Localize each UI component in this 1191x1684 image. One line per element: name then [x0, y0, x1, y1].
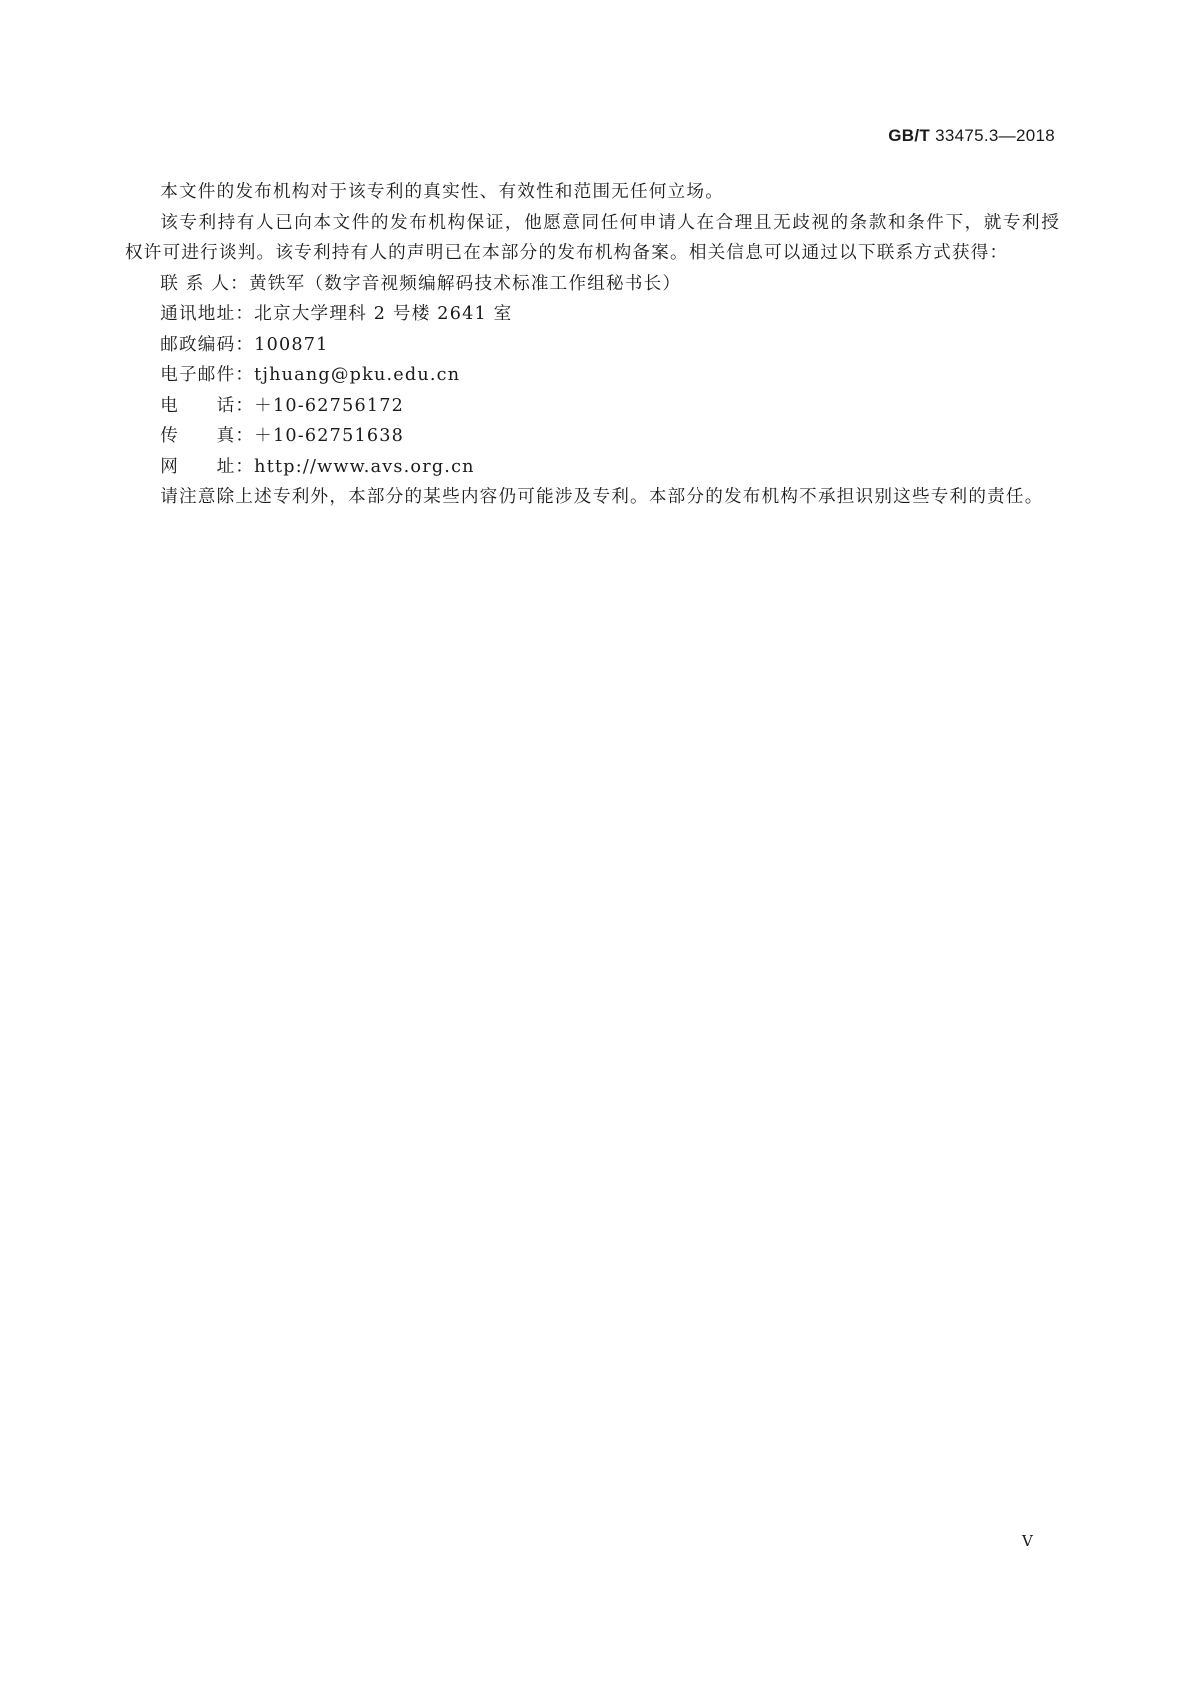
paragraph-other-patents-notice: 请注意除上述专利外，本部分的某些内容仍可能涉及专利。本部分的发布机构不承担识别这些专利的责任。	[160, 487, 1044, 507]
contact-email-label: 电子邮件：	[160, 365, 255, 385]
contact-postcode-label: 邮政编码：	[160, 334, 255, 355]
contact-website-label: 网 址：	[160, 456, 255, 477]
paragraph-no-position: 本文件的发布机构对于该专利的真实性、有效性和范围无任何立场。	[160, 182, 725, 202]
contact-email-value: tjhuang@pku.edu.cn	[254, 365, 461, 385]
contact-person-label: 联 系 人：	[160, 273, 249, 294]
contact-person-value: 黄铁军（数字音视频编解码技术标准工作组秘书长）	[248, 273, 682, 294]
contact-address-value: 北京大学理科 2 号楼 2641 室	[254, 304, 513, 324]
contact-person-line	[125, 269, 1060, 300]
contact-postcode-line	[125, 330, 1060, 361]
contact-fax-value: ＋10-62751638	[254, 426, 405, 446]
contact-phone-value: ＋10-62756172	[254, 395, 405, 416]
paragraph-patent-assurance: 该专利持有人已向本文件的发布机构保证，他愿意同任何申请人在合理且无歧视的条款和条件下，就专利授权许可进行谈判。该专利持有人的声明已在本部分的发布机构备案。相关信息可以通过以下联系方式获得：	[125, 212, 1060, 263]
standard-number	[888, 126, 1055, 146]
contact-email-line	[125, 360, 1060, 391]
contact-address-line	[125, 299, 1060, 330]
contact-phone-label: 电 话：	[160, 395, 255, 416]
contact-block	[125, 269, 1060, 483]
contact-phone-line	[125, 391, 1060, 422]
contact-address-label: 通讯地址：	[160, 304, 255, 324]
standard-code: 33475.3—2018	[930, 126, 1055, 145]
contact-postcode-value: 100871	[254, 334, 329, 355]
contact-fax-label: 传 真：	[160, 426, 255, 446]
document-body	[125, 177, 1060, 513]
standard-prefix: GB/T	[888, 126, 931, 145]
page-number: Ⅴ	[1022, 1532, 1033, 1550]
contact-fax-line	[125, 421, 1060, 452]
contact-website-line	[125, 452, 1060, 483]
contact-website-value: http://www.avs.org.cn	[254, 456, 475, 477]
